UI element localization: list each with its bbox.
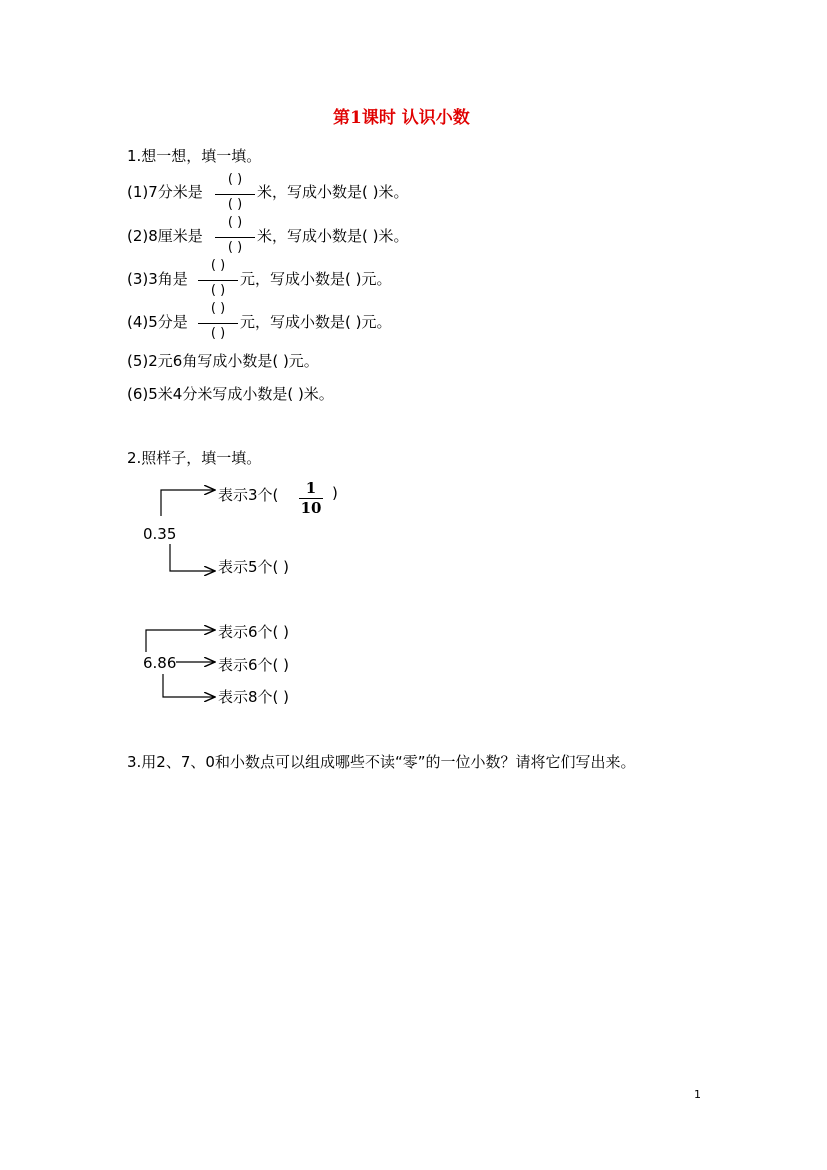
- arrow-hundredths: [170, 544, 215, 571]
- q1-item-1-suffix: 米，写成小数是( )米。: [257, 183, 409, 201]
- example-fraction-denominator: 10: [300, 499, 322, 517]
- q1-heading: 1.想一想，填一填。: [127, 147, 262, 165]
- q1-item-2-suffix: 米，写成小数是( )米。: [257, 227, 409, 245]
- q1-item-2-prefix: (2)8厘米是: [127, 227, 203, 245]
- q2-heading: 2.照样子，填一填。: [127, 449, 262, 467]
- q1-item-6: (6)5米4分米写成小数是( )米。: [127, 385, 334, 403]
- example-fraction: [298, 479, 324, 519]
- page-title: 第1课时 认识小数: [333, 108, 470, 128]
- arrow-ones: [146, 630, 215, 652]
- arrow-hundredths-2: [163, 674, 215, 697]
- arrow-tenths: [161, 490, 215, 516]
- q1-item-3-suffix: 元，写成小数是( )元。: [240, 270, 392, 288]
- task-line-2: 表示6个( ): [218, 656, 290, 674]
- fraction-numerator-blank[interactable]: ( ): [227, 172, 243, 187]
- q1-item-4-prefix: (4)5分是: [127, 313, 188, 331]
- fraction-denominator-blank[interactable]: ( ): [210, 326, 226, 341]
- q1-item-4-suffix: 元，写成小数是( )元。: [240, 313, 392, 331]
- fraction-numerator-blank[interactable]: ( ): [210, 301, 226, 316]
- fraction-numerator-blank[interactable]: ( ): [227, 215, 243, 230]
- page-number: 1: [694, 1088, 701, 1101]
- example-number: 0.35: [143, 525, 177, 543]
- fraction-denominator-blank[interactable]: ( ): [227, 197, 243, 212]
- fraction-denominator-blank[interactable]: ( ): [227, 240, 243, 255]
- fraction-numerator-blank[interactable]: ( ): [210, 258, 226, 273]
- task-number: 6.86: [143, 654, 177, 672]
- q1-item-1-prefix: (1)7分米是: [127, 183, 203, 201]
- task-line-1: 表示6个( ): [218, 623, 290, 641]
- example-line-2: 表示5个( ): [218, 558, 290, 576]
- q1-item-3-prefix: (3)3角是: [127, 270, 188, 288]
- q1-item-5: (5)2元6角写成小数是( )元。: [127, 352, 319, 370]
- q3-heading: 3.用2、7、0和小数点可以组成哪些不读“零”的一位小数？请将它们写出来。: [127, 753, 636, 771]
- fraction-denominator-blank[interactable]: ( ): [210, 283, 226, 298]
- example-line-1-suffix: ): [332, 484, 338, 502]
- example-line-1-prefix: 表示3个(: [218, 486, 279, 504]
- example-fraction-numerator: 1: [305, 479, 317, 497]
- task-line-3: 表示8个( ): [218, 688, 290, 706]
